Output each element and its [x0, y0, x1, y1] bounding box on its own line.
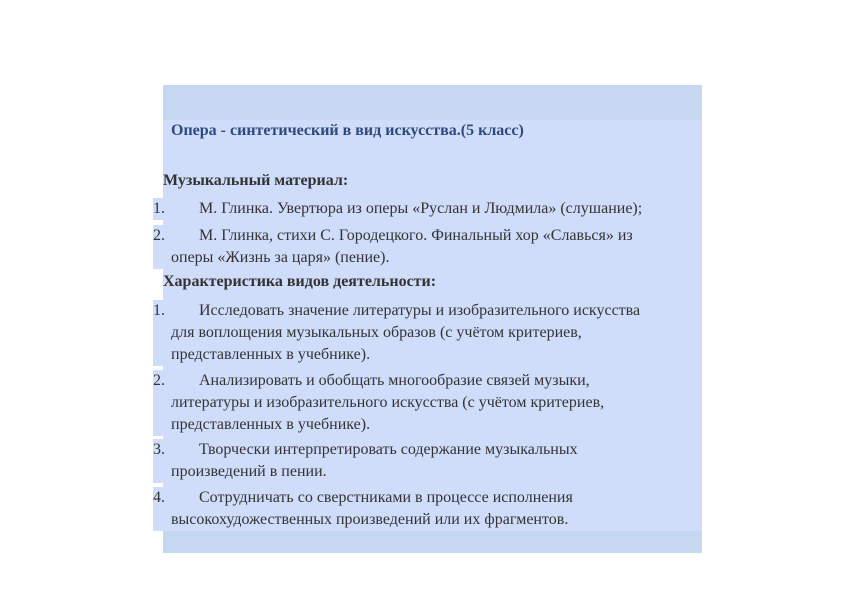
list-item-text: литературы и изобразительного искусства (с учётом критериев,	[171, 394, 605, 411]
list-item-text: оперы «Жизнь за царя» (пение).	[171, 249, 390, 266]
list-item-text: Исследовать значение литературы и изобразительного искусства	[199, 302, 641, 319]
list-item-number: 4.	[153, 489, 165, 506]
page-title: Опера - синтетический в вид искусства.(5 класс)	[171, 122, 524, 139]
list-item-text: М. Глинка. Увертюра из оперы «Руслан и Людмила» (слушание);	[199, 200, 643, 217]
bottom-band	[163, 530, 702, 553]
list-item-text: для воплощения музыкальных образов (с учётом критериев,	[171, 324, 582, 341]
list-item	[153, 198, 702, 220]
list-item-text: представленных в учебнике).	[171, 346, 371, 363]
list-item	[153, 225, 702, 269]
activity-heading: Характеристика видов деятельности:	[163, 273, 437, 290]
list-item-number: 3.	[153, 441, 165, 458]
list-item-number: 2.	[153, 227, 165, 244]
list-item-text: М. Глинка, стихи С. Городецкого. Финальный хор «Славься» из	[199, 227, 633, 244]
list-item-text: Сотрудничать со сверстниками в процессе исполнения	[199, 489, 573, 506]
list-item-text: высокохудожественных произведений или их фрагментов.	[171, 511, 569, 528]
list-item	[153, 487, 702, 531]
list-item-number: 1.	[153, 200, 165, 217]
list-item-text: Анализировать и обобщать многообразие связей музыки,	[199, 372, 590, 389]
list-item-number: 2.	[153, 372, 165, 389]
top-band	[163, 85, 702, 120]
list-item-text: произведений в пении.	[171, 463, 327, 480]
list-item	[153, 300, 702, 366]
list-item-text: Творчески интерпретировать содержание музыкальных	[199, 441, 578, 458]
music-material-heading: Музыкальный материал:	[163, 172, 349, 189]
list-item-text: представленных в учебнике).	[171, 416, 371, 433]
list-item	[153, 370, 702, 436]
list-item	[153, 439, 702, 483]
list-item-number: 1.	[153, 302, 165, 319]
